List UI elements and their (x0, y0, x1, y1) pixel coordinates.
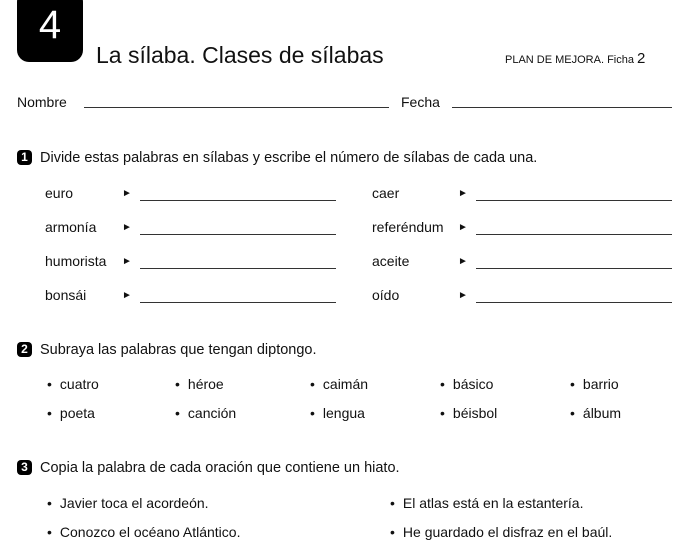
exercise-2-instruction: Subraya las palabras que tengan diptongo. (40, 342, 317, 358)
plan-number: 2 (637, 50, 646, 67)
exercise-3-instruction: Copia la palabra de cada oración que contiene un hiato. (40, 460, 400, 476)
answer-line[interactable] (476, 302, 672, 303)
exercise-3-heading (17, 460, 400, 476)
exercise-number-3: 3 (17, 460, 32, 475)
arrow-right-icon: ► (122, 290, 132, 301)
exercise-number-2: 2 (17, 342, 32, 357)
arrow-right-icon: ► (122, 256, 132, 267)
plan-text: PLAN DE MEJORA. Ficha (505, 54, 634, 66)
word-option[interactable]: • básico (440, 376, 493, 392)
answer-line[interactable] (476, 268, 672, 269)
word-option[interactable]: • álbum (570, 405, 621, 421)
date-label: Fecha (401, 94, 440, 110)
plan-label (505, 50, 645, 67)
arrow-right-icon: ► (122, 188, 132, 199)
word-item: aceite (372, 253, 410, 269)
exercise-1-instruction: Divide estas palabras en sílabas y escribe el número de sílabas de cada una. (40, 150, 538, 166)
arrow-right-icon: ► (458, 222, 468, 233)
answer-line[interactable] (140, 234, 336, 235)
word-item: caer (372, 185, 400, 201)
sentence-item: • El atlas está en la estantería. (390, 495, 583, 511)
word-option[interactable]: • canción (175, 405, 236, 421)
name-label: Nombre (17, 94, 67, 110)
word-option[interactable]: • héroe (175, 376, 224, 392)
word-item: armonía (45, 219, 97, 235)
word-option[interactable]: • béisbol (440, 405, 497, 421)
word-item: bonsái (45, 287, 87, 303)
arrow-right-icon: ► (458, 290, 468, 301)
word-option[interactable]: • barrio (570, 376, 619, 392)
date-field[interactable] (452, 107, 672, 108)
word-option[interactable]: • cuatro (47, 376, 99, 392)
exercise-2-heading (17, 342, 317, 358)
word-option[interactable]: • poeta (47, 405, 95, 421)
name-field[interactable] (84, 107, 389, 108)
word-option[interactable]: • lengua (310, 405, 365, 421)
sentence-item: • Javier toca el acordeón. (47, 495, 209, 511)
word-item: oído (372, 287, 400, 303)
unit-number-badge: 4 (17, 0, 83, 62)
word-option[interactable]: • caimán (310, 376, 368, 392)
answer-line[interactable] (140, 302, 336, 303)
arrow-right-icon: ► (458, 188, 468, 199)
arrow-right-icon: ► (122, 222, 132, 233)
sentence-item: • He guardado el disfraz en el baúl. (390, 524, 612, 540)
exercise-number-1: 1 (17, 150, 32, 165)
answer-line[interactable] (476, 200, 672, 201)
answer-line[interactable] (140, 200, 336, 201)
answer-line[interactable] (476, 234, 672, 235)
word-item: referéndum (372, 219, 444, 235)
arrow-right-icon: ► (458, 256, 468, 267)
page-title: La sílaba. Clases de sílabas (96, 42, 384, 68)
sentence-item: • Conozco el océano Atlántico. (47, 524, 240, 540)
exercise-1-heading (17, 150, 537, 166)
answer-line[interactable] (140, 268, 336, 269)
word-item: humorista (45, 253, 107, 269)
word-item: euro (45, 185, 74, 201)
